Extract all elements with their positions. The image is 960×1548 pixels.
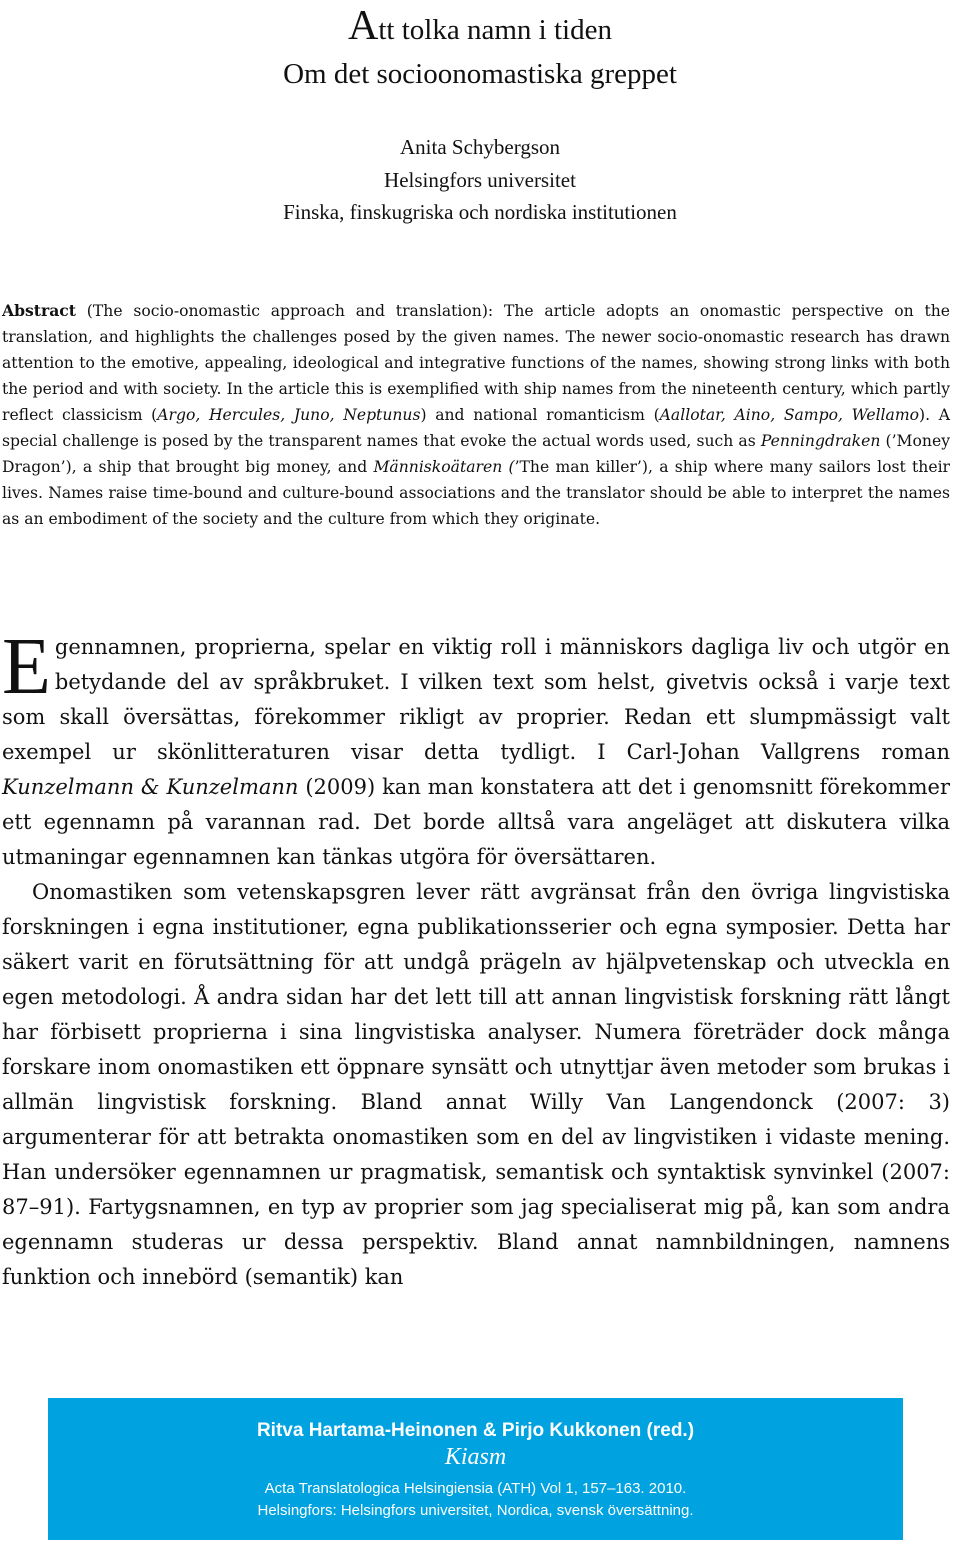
footer-editors: Ritva Hartama-Heinonen & Pirjo Kukkonen (red.) — [256, 1420, 695, 1441]
body-paragraph-2: Onomastiken som vetenskapsgren lever rätt avgränsat från den övriga lingvistiska forskningen i egna institutioner, egna publikationsserier och egna symposier. Detta har säkert varit en förutsättning för att undgå prägeln av hjälpvetenskap och utveckla en egen metodologi. Å andra sidan har det lett till att annan lingvistisk forskning rätt långt har förbisett proprierna i sina lingvistiska analyser. Numera företräder dock många forskare inom onomastiken ett öppnare synsätt och utnyttjar även metoder som brukas i allmän lingvistisk forskning. Bland annat Willy Van Langendonck (2007: 3) argumenterar för att betrakta onomastiken som en del av lingvistiken i vidaste mening. Han undersöker egennamnen ur pragmatisk, semantisk och syntaktisk synvinkel (2007: 87–91). Fartygsnamnen, en typ av proprier som jag specialiserat mig på, kan som andra egennamn studeras ur dessa perspektiv. Bland annat namnbildningen, namnens funktion och innebörd (semantik) kan — [2, 880, 950, 1289]
abstract-text-3: ). A special challenge is posed by the transparent names that evoke the actual words used, such as — [2, 406, 950, 450]
title-initial: A — [348, 3, 379, 49]
body-text — [2, 623, 950, 1295]
author-department: Finska, finskugriska och nordiska institutionen — [283, 200, 677, 224]
title-rest: tt tolka namn i tiden — [378, 14, 612, 46]
author-university: Helsingfors universitet — [384, 167, 576, 192]
body-paragraph-1-text-b: (2009) kan man konstatera att det i genomsnitt förekommer ett egennamn på varannan rad. Det borde alltså vara angeläget att diskutera vilka utmaningar egennamnen kan tänkas utgöra för översättaren. — [2, 775, 950, 869]
author-block — [0, 131, 960, 229]
title-block — [0, 4, 960, 96]
abstract-example-penningdraken: Penningdraken — [760, 432, 881, 450]
author-name: Anita Schybergson — [399, 135, 560, 159]
footer-series: Acta Translatologica Helsingiensia (ATH) Vol 1, 157–163. 2010. — [264, 1480, 687, 1497]
body-paragraph-1-text-a: gennamnen, proprierna, spelar en viktig roll i människors dagliga liv och utgör en betydande del av språkbruket. I vilken text som helst, givetvis också i varje text som skall översättas, förekommer rikligt av proprier. Redan ett slumpmässigt valt exempel ur skönlitteraturen visar detta tydligt. I Carl-Johan Vallgrens roman — [2, 635, 950, 764]
footer-publisher: Helsingfors: Helsingfors universitet, Nordica, svensk översättning. — [257, 1502, 694, 1519]
novel-title: Kunzelmann & Kunzelmann — [2, 775, 299, 799]
abstract-text-5: ’The man killer’), a ship where many sailors lost their lives. Names raise time-bound and culture-bound associations and the translator should be able to interpret the names as an embodiment of the society and the culture from which they originate. — [2, 458, 951, 528]
article-title — [0, 4, 960, 52]
publication-footer — [48, 1398, 903, 1540]
abstract-text-2: ) and national romanticism ( — [420, 406, 660, 424]
abstract-text-1: (The socio-onomastic approach and translation): The article adopts an onomastic perspective on the translation, and highlights the challenges posed by the given names. The newer socio-onomastic research has drawn attention to the emotive, appealing, ideological and integrative functions of the names, showing strong links with both the period and with society. In the article this is exemplified with ship names from the nineteenth century, which partly reflect classicism ( — [2, 302, 950, 424]
abstract-label: Abstract — [2, 301, 77, 320]
article-subtitle: Om det socioonomastiska greppet — [283, 58, 677, 90]
footer-journal-title: Kiasm — [444, 1444, 507, 1470]
body-paragraph-1 — [2, 623, 950, 875]
abstract-example-manniskoataren: Människoätaren ( — [373, 458, 515, 476]
abstract-text-4: (’Money Dragon’), a ship that brought big money, and — [2, 432, 950, 476]
abstract-example-romanticism: Aallotar, Aino, Sampo, Wellamo — [659, 406, 920, 424]
drop-cap: E — [2, 623, 51, 711]
abstract-example-classicism: Argo, Hercules, Juno, Neptunus — [157, 406, 421, 424]
abstract — [2, 298, 950, 532]
